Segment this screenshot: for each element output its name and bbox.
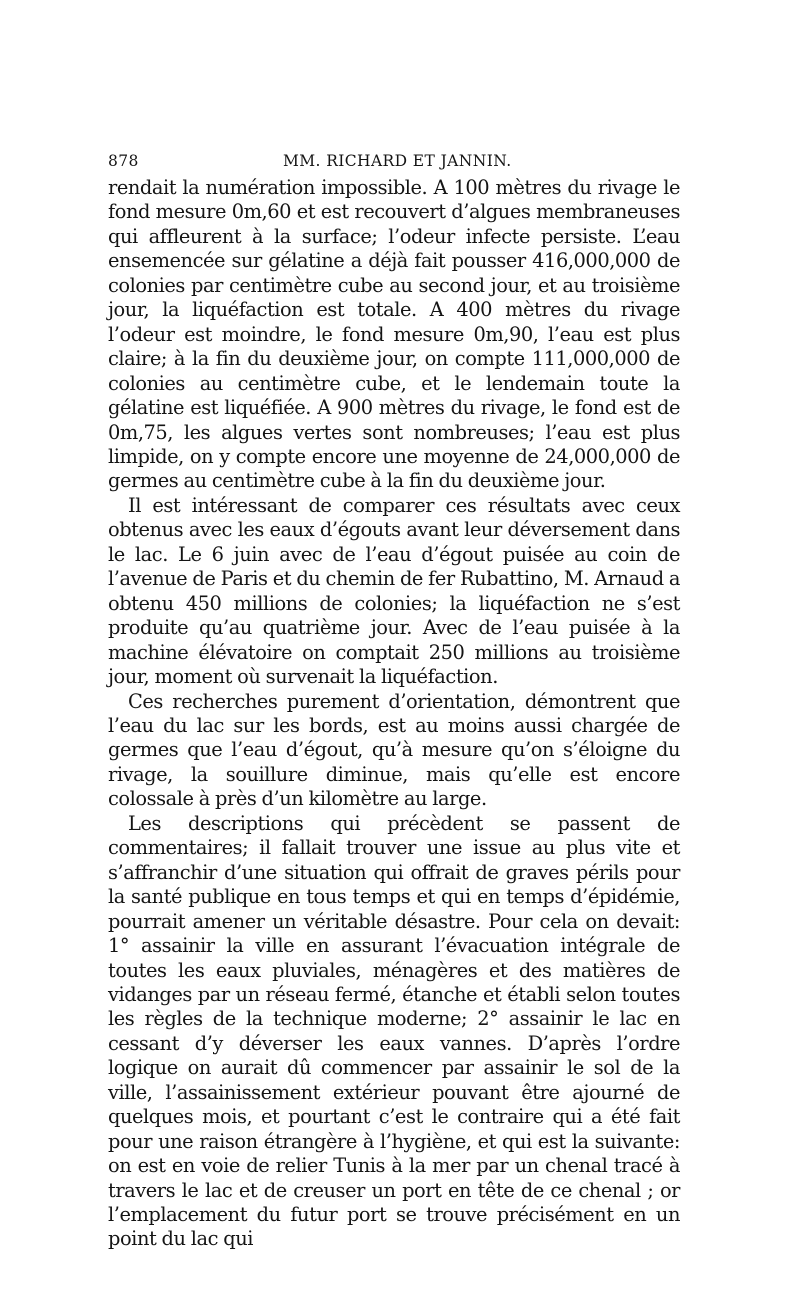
- paragraph-1: rendait la numération impossible. A 100 mètres du rivage le fond mesure 0m,60 et est recouvert d’algues membraneuses qui affleurent à la surface; l’odeur infecte persiste. L’eau ensemencée sur gélatine a déjà fait pousser 416,000,000 de colonies par centimètre cube au second jour, et au troisième jour, la liquéfaction est totale. A 400 mètres du rivage l’odeur est moindre, le fond mesure 0m,90, l’eau est plus claire; à la fin du deuxième jour, on compte 111,000,000 de colonies au centimètre cube, et le lendemain toute la gélatine est liquéfiée. A 900 mètres du rivage, le fond est de 0m,75, les algues vertes sont nombreuses; l’eau est plus limpide, on y compte encore une moyenne de 24,000,000 de germes au centimètre cube à la fin du deuxième jour.: [108, 176, 680, 493]
- paragraph-4: Les descriptions qui précèdent se passent de commentaires; il fallait trouver une issue au plus vite et s’affranchir d’une situation qui offrait de graves périls pour la santé publique en tous temps et qui en temps d’épidémie, pourrait amener un véritable désastre. Pour cela on devait: 1° assainir la ville en assurant l’évacuation intégrale de toutes les eaux pluviales, ménagères et des matières de vidanges par un réseau fermé, étanche et établi selon toutes les règles de la technique moderne; 2° assainir le lac en cessant d’y déverser les eaux vannes. D’après l’ordre logique on aurait dû commencer par assainir le sol de la ville, l’assainissement extérieur pouvant être ajourné de quelques mois, et pourtant c’est le contraire qui a été fait pour une raison étrangère à l’hygiène, et qui est la suivante: on est en voie de relier Tunis à la mer par un chenal tracé à travers le lac et de creuser un port en tête de ce chenal ; or l’emplacement du futur port se trouve précisément en un point du lac qui: [108, 811, 680, 1251]
- paragraph-2: Il est intéressant de comparer ces résultats avec ceux obtenus avec les eaux d’égouts avant leur déversement dans le lac. Le 6 juin avec de l’eau d’égout puisée au coin de l’avenue de Paris et du chemin de fer Rubattino, M. Arnaud a obtenu 450 millions de colonies; la liquéfaction ne s’est produite qu’au quatrième jour. Avec de l’eau puisée à la machine élévatoire on comptait 250 millions au troisième jour, moment où survenait la liquéfaction.: [108, 493, 681, 689]
- page-header: [108, 152, 680, 176]
- page-number: 878: [108, 152, 139, 170]
- running-head: MM. RICHARD ET JANNIN.: [283, 152, 512, 170]
- paragraph-3: Ces recherches purement d’orientation, démontrent que l’eau du lac sur les bords, est au moins aussi chargée de germes que l’eau d’égout, qu’à mesure qu’on s’éloigne du rivage, la souillure diminue, mais qu’elle est encore colossale à près d’un kilomètre au large.: [108, 689, 680, 811]
- body-text: [108, 176, 680, 1252]
